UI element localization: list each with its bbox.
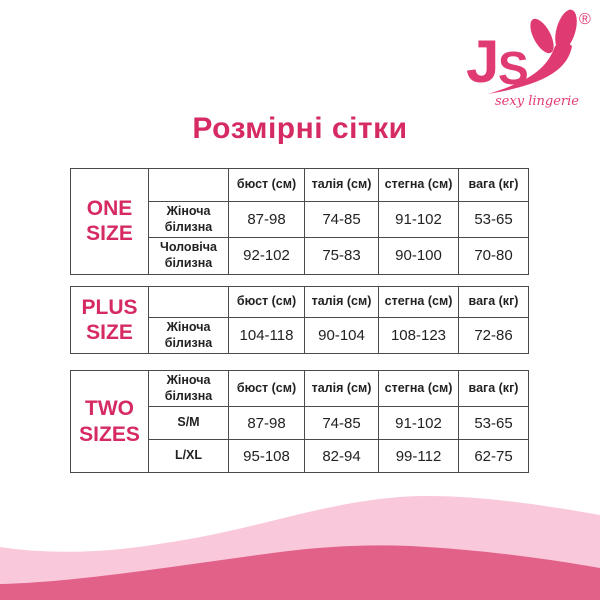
- column-header-weight: вага (кг): [459, 169, 529, 202]
- row-header-cell: [149, 169, 229, 202]
- cell-value: 75-83: [305, 238, 379, 274]
- logo-letter-s: S: [498, 42, 529, 94]
- table-row: [71, 169, 529, 202]
- plus-size-table: [70, 286, 529, 354]
- table-row: [71, 287, 529, 318]
- row-label: S/M: [149, 407, 229, 440]
- column-header-waist: талія (см): [305, 287, 379, 318]
- row-header-cell: Жіноча білизна: [149, 371, 229, 407]
- size-label-line: SIZES: [79, 422, 140, 446]
- cell-value: 74-85: [305, 202, 379, 238]
- row-label: Жіноча білизна: [149, 202, 229, 238]
- cell-value: 91-102: [379, 407, 459, 440]
- column-header-hips: стегна (см): [379, 371, 459, 407]
- one-size-table: [70, 168, 529, 275]
- column-header-hips: стегна (см): [379, 287, 459, 318]
- column-header-bust: бюст (см): [229, 287, 305, 318]
- column-header-waist: талія (см): [305, 371, 379, 407]
- column-header-bust: бюст (см): [229, 169, 305, 202]
- size-label-line: SIZE: [86, 222, 133, 246]
- row-header-cell: [149, 287, 229, 318]
- column-header-hips: стегна (см): [379, 169, 459, 202]
- size-group-label: [71, 287, 149, 354]
- cell-value: 53-65: [459, 407, 529, 440]
- size-label-line: SIZE: [86, 321, 133, 345]
- cell-value: 91-102: [379, 202, 459, 238]
- column-header-weight: вага (кг): [459, 371, 529, 407]
- logo-tagline: sexy lingerie: [495, 94, 579, 109]
- cell-value: 62-75: [459, 440, 529, 473]
- table-row: [71, 371, 529, 407]
- size-label-line: ONE: [86, 197, 133, 221]
- cell-value: 87-98: [229, 407, 305, 440]
- cell-value: 90-104: [305, 318, 379, 354]
- cell-value: 95-108: [229, 440, 305, 473]
- row-label: Жіноча білизна: [149, 318, 229, 354]
- decorative-waves: [0, 470, 600, 600]
- cell-value: 53-65: [459, 202, 529, 238]
- logo-letter-j: J: [466, 28, 500, 95]
- column-header-waist: талія (см): [305, 169, 379, 202]
- cell-value: 104-118: [229, 318, 305, 354]
- cell-value: 108-123: [379, 318, 459, 354]
- size-group-label: [71, 169, 149, 275]
- row-label: Чоловіча білизна: [149, 238, 229, 274]
- cell-value: 70-80: [459, 238, 529, 274]
- column-header-weight: вага (кг): [459, 287, 529, 318]
- two-sizes-table: [70, 370, 529, 473]
- page-title: Розмірні сітки: [192, 112, 408, 145]
- column-header-bust: бюст (см): [229, 371, 305, 407]
- registered-trademark-icon: ®: [579, 11, 591, 28]
- cell-value: 92-102: [229, 238, 305, 274]
- cell-value: 74-85: [305, 407, 379, 440]
- cell-value: 72-86: [459, 318, 529, 354]
- size-label-line: PLUS: [81, 295, 138, 319]
- size-group-label: [71, 371, 149, 473]
- jsy-logo: [460, 6, 595, 116]
- cell-value: 82-94: [305, 440, 379, 473]
- cell-value: 99-112: [379, 440, 459, 473]
- cell-value: 87-98: [229, 202, 305, 238]
- cell-value: 90-100: [379, 238, 459, 274]
- row-label: L/XL: [149, 440, 229, 473]
- size-label-line: TWO: [85, 397, 134, 421]
